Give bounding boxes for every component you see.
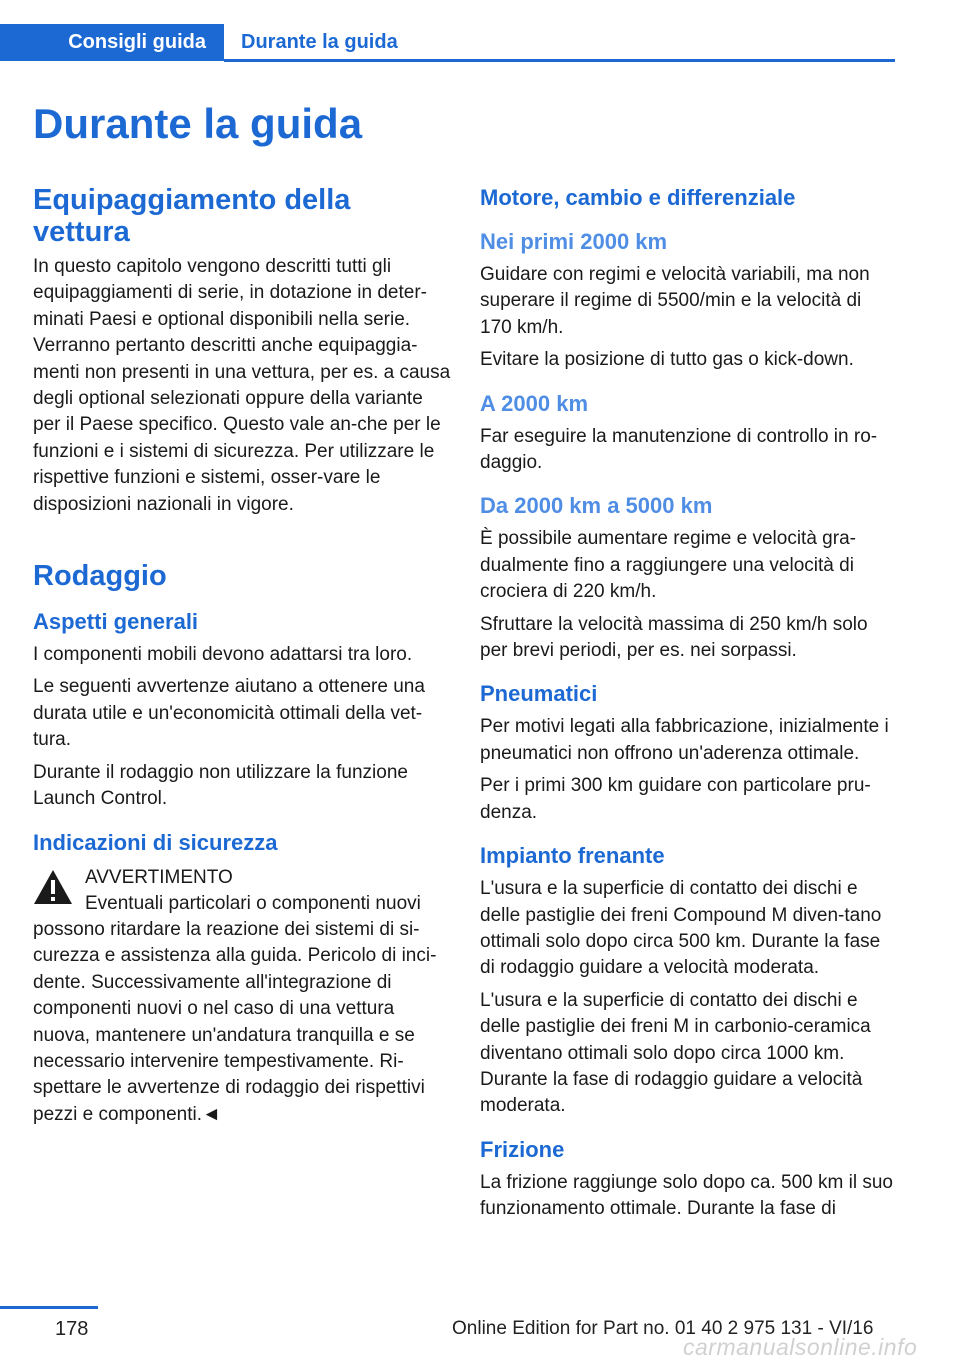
section-title-motore: Motore, cambio e differenziale [480,185,796,210]
warning-box [33,865,451,1129]
paragraph: Durante il rodaggio non utilizzare la funzione Launch Control. [33,761,408,810]
footer-rule [0,1306,98,1309]
paragraph: L'usura e la superficie di contatto dei dischi e delle pastiglie dei freni Compound M diven-tano ottimali solo dopo circa 500 km. Durante la fase di rodaggio guidare a velocità moderata. [480,878,882,979]
section-title-equipaggiamento: Equipaggiamento della vettura [33,184,351,248]
section-title-rodaggio: Rodaggio [33,560,167,593]
header-bar [0,0,895,62]
subsection-title-aspetti-generali: Aspetti generali [33,609,199,635]
edition-label: Online Edition for Part no. 01 40 2 975 131 - VI/16 [452,1318,874,1339]
section-title-impianto-frenante: Impianto frenante [480,843,665,869]
warning-text: possono ritardare la reazione dei sistemi di si-curezza e assistenza alla guida. Pericolo di inci-dente. Successivamente all'integrazione di componenti nuovi o nel caso di una vettura nuova, mantenere un'andatura tranquilla e se necessario intervenire tempestivamente. Ri-spettare le avvertenze di rodaggio dei rispettivi pezzi e componenti.◄ [33,918,437,1125]
paragraph: Le seguenti avvertenze aiutano a ottenere una durata utile e un'economicità ottimali della vet-tura. [33,676,425,751]
header-rule [224,59,895,62]
paragraph: La frizione raggiunge solo dopo ca. 500 km il suo funzionamento ottimale. Durante la fase di [480,1171,893,1220]
page-number: 178 [55,1318,89,1340]
paragraph: È possibile aumentare regime e velocità gra-dualmente fino a raggiungere una velocità di crociera di 220 km/h. [480,528,856,603]
page-title: Durante la guida [33,100,363,147]
watermark: carmanualsonline.info [683,1334,918,1360]
paragraph: Evitare la posizione di tutto gas o kick-down. [480,349,854,371]
subsection-title-primi-2000: Nei primi 2000 km [480,229,668,254]
right-column [480,184,898,1223]
paragraph: Per motivi legati alla fabbricazione, inizialmente i pneumatici non offrono un'aderenza ottimale. [480,716,889,764]
paragraph: Per i primi 300 km guidare con particolare pru-denza. [480,775,871,823]
subsection-title-indicazioni-sicurezza: Indicazioni di sicurezza [33,829,278,855]
warning-title: AVVERTIMENTO [85,866,233,888]
subsection-title-2000-5000: Da 2000 km a 5000 km [480,493,713,519]
paragraph: Guidare con regimi e velocità variabili, ma non superare il regime di 5500/min e la velocità di 170 km/h. [480,264,870,338]
paragraph: Sfruttare la velocità massima di 250 km/h solo per brevi periodi, per es. nei sorpassi. [480,613,868,662]
breadcrumb-tab-consigli-guida[interactable]: Consigli guida [0,24,224,61]
section-title-frizione: Frizione [480,1136,565,1162]
section-title-pneumatici: Pneumatici [480,681,598,707]
paragraph: I componenti mobili devono adattarsi tra loro. [33,644,413,666]
paragraph: L'usura e la superficie di contatto dei dischi e delle pastiglie dei freni M in carbonio-ceramica diventano ottimali solo dopo circa 1000 km. Durante la fase di rodaggio guidare a velocità moderata. [480,989,871,1117]
paragraph: In questo capitolo vengono descritti tutti gli equipaggiamenti di serie, in dotazione in deter-minati Paesi e optional disponibili nella serie. Verranno pertanto descritti anche equipaggia-menti non presenti in una vettura, per es. a causa degli optional selezionati oppure della variante per il Paese specifico. Questo vale an-che per le funzioni e i sistemi di sicurezza. Per utilizzare le rispettive funzioni e sistemi, osser-vare le disposizioni nazionali in vigore. [33,256,451,515]
left-column [33,184,451,1128]
subsection-title-a-2000: A 2000 km [480,390,589,416]
warning-triangle-icon [33,869,73,905]
paragraph: Far eseguire la manutenzione di controllo in ro-daggio. [480,425,878,474]
warning-text-first-line: Eventuali particolari o componenti nuovi [85,892,421,914]
breadcrumb-tab-durante-la-guida[interactable]: Durante la guida [241,31,398,53]
